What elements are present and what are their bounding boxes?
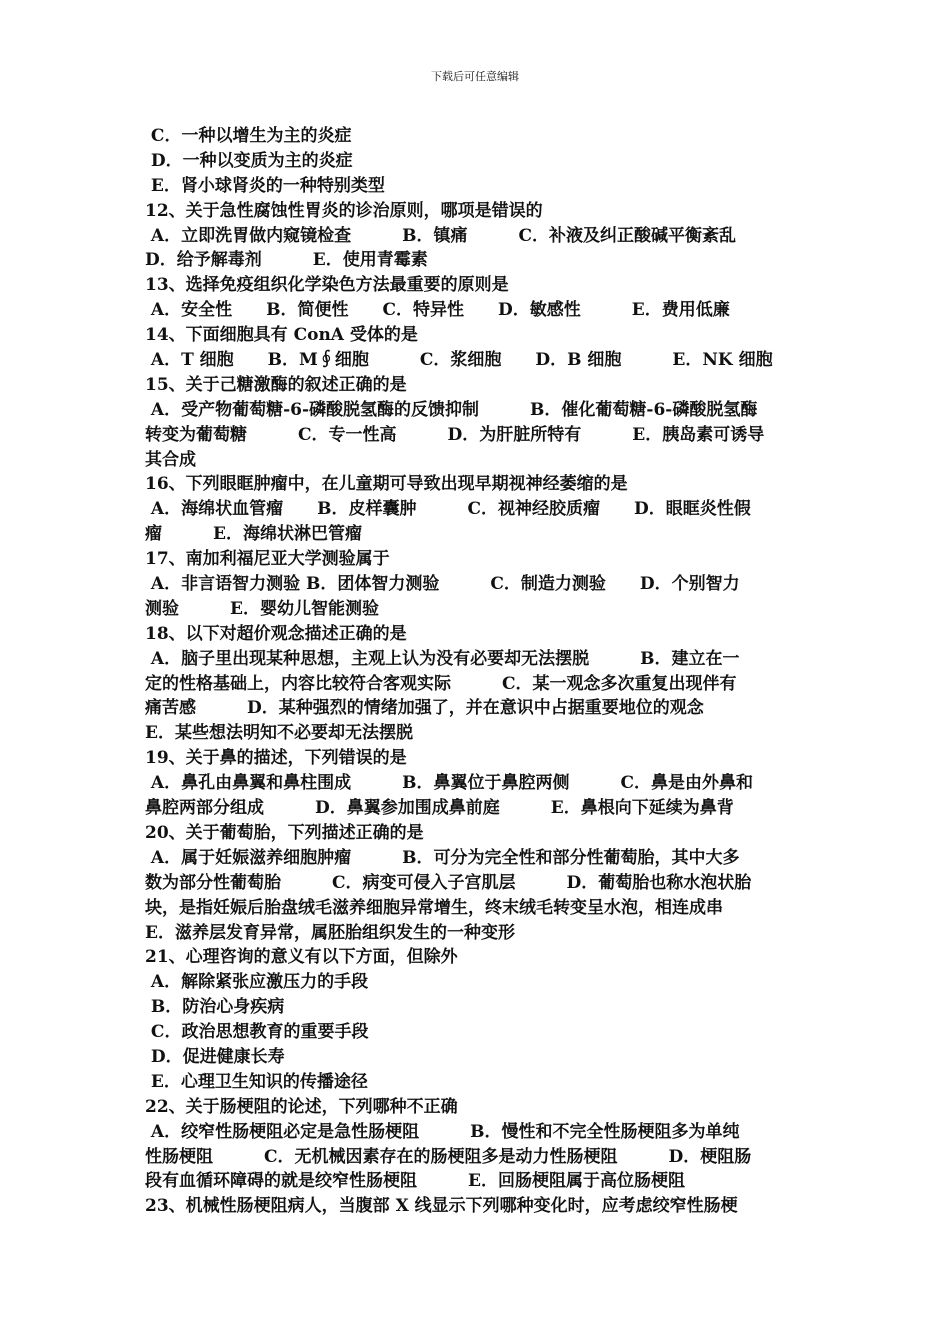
text-line: D．一种以变质为主的炎症 xyxy=(145,150,353,171)
question-12: 12、关于急性腐蚀性胃炎的诊治原则，哪项是错误的 xyxy=(145,200,543,221)
text-line: 瘤 E．海绵状淋巴管瘤 xyxy=(145,524,362,545)
text-line: A．脑子里出现某种思想，主观上认为没有必要却无法摆脱 B．建立在一 xyxy=(145,648,740,669)
question-22: 22、关于肠梗阻的论述，下列哪种不正确 xyxy=(145,1096,458,1117)
page-header: 下载后可任意编辑 xyxy=(431,70,519,83)
text-line: C．政治思想教育的重要手段 xyxy=(145,1022,369,1043)
text-line: A．安全性 B．简便性 C．特异性 D．敏感性 E．费用低廉 xyxy=(145,300,730,321)
question-21: 21、心理咨询的意义有以下方面，但除外 xyxy=(145,947,458,968)
text-line: A．T 细胞 B．M∮细胞 C．浆细胞 D．B 细胞 E．NK 细胞 xyxy=(145,350,773,371)
text-line: D．给予解毒剂 E．使用青霉素 xyxy=(145,250,428,271)
question-14: 14、下面细胞具有 ConA 受体的是 xyxy=(145,325,418,346)
text-line: D．促进健康长寿 xyxy=(145,1046,285,1067)
question-18: 18、以下对超价观念描述正确的是 xyxy=(145,623,407,644)
question-20: 20、关于葡萄胎，下列描述正确的是 xyxy=(145,822,424,843)
text-line: A．非言语智力测验 B．团体智力测验 C．制造力测验 D．个别智力 xyxy=(145,574,740,595)
text-line: 测验 E．婴幼儿智能测验 xyxy=(145,598,379,619)
text-line: E．滋养层发育异常，属胚胎组织发生的一种变形 xyxy=(145,922,515,943)
text-line: A．解除紧张应激压力的手段 xyxy=(145,972,369,993)
text-line: 性肠梗阻 C．无机械因素存在的肠梗阻多是动力性肠梗阻 D．梗阻肠 xyxy=(145,1146,752,1167)
question-19: 19、关于鼻的描述，下列错误的是 xyxy=(145,748,407,769)
text-line: A．立即洗胃做内窥镜检查 B．镇痛 C．补液及纠正酸碱平衡紊乱 xyxy=(145,225,737,246)
question-13: 13、选择免疫组织化学染色方法最重要的原则是 xyxy=(145,275,509,296)
text-line: A．绞窄性肠梗阻必定是急性肠梗阻 B．慢性和不完全性肠梗阻多为单纯 xyxy=(145,1121,740,1142)
document-body xyxy=(145,124,810,1219)
text-line: E．某些想法明知不必要却无法摆脱 xyxy=(145,723,413,744)
question-16: 16、下列眼眶肿瘤中，在儿童期可导致出现早期视神经萎缩的是 xyxy=(145,474,628,495)
question-23: 23、机械性肠梗阻病人，当腹部 X 线显示下列哪种变化时，应考虑绞窄性肠梗 xyxy=(145,1196,738,1217)
text-line: 鼻腔两部分组成 D．鼻翼参加围成鼻前庭 E．鼻根向下延续为鼻背 xyxy=(145,798,734,819)
text-line: A．属于妊娠滋养细胞肿瘤 B．可分为完全性和部分性葡萄胎，其中大多 xyxy=(145,847,740,868)
text-line: B．防治心身疾病 xyxy=(145,997,285,1018)
text-line: C．一种以增生为主的炎症 xyxy=(145,126,352,146)
text-line: A．鼻孔由鼻翼和鼻柱围成 B．鼻翼位于鼻腔两侧 C．鼻是由外鼻和 xyxy=(145,773,754,794)
text-line: 段有血循环障碍的就是绞窄性肠梗阻 E．回肠梗阻属于高位肠梗阻 xyxy=(145,1171,685,1192)
text-line: 块，是指妊娠后胎盘绒毛滋养细胞异常增生，终末绒毛转变呈水泡，相连成串 xyxy=(145,897,723,918)
text-line: 其合成 xyxy=(145,449,196,470)
question-15: 15、关于己糖激酶的叙述正确的是 xyxy=(145,374,407,395)
text-line: E．肾小球肾炎的一种特别类型 xyxy=(145,175,385,196)
text-line: 数为部分性葡萄胎 C．病变可侵入子宫肌层 D．葡萄胎也称水泡状胎 xyxy=(145,872,752,893)
text-line: 痛苦感 D．某种强烈的情绪加强了，并在意识中占据重要地位的观念 xyxy=(145,698,704,719)
text-line: E．心理卫生知识的传播途径 xyxy=(145,1071,368,1092)
text-line: 转变为葡萄糖 C．专一性高 D．为肝脏所特有 E．胰岛素可诱导 xyxy=(145,424,765,445)
question-17: 17、南加利福尼亚大学测验属于 xyxy=(145,549,390,570)
text-line: 定的性格基础上，内容比较符合客观实际 C．某一观念多次重复出现伴有 xyxy=(145,673,737,694)
text-line: A．海绵状血管瘤 B．皮样囊肿 C．视神经胶质瘤 D．眼眶炎性假 xyxy=(145,499,751,520)
text-line: A．受产物葡萄糖-6-磷酸脱氢酶的反馈抑制 B．催化葡萄糖-6-磷酸脱氢酶 xyxy=(145,399,758,420)
